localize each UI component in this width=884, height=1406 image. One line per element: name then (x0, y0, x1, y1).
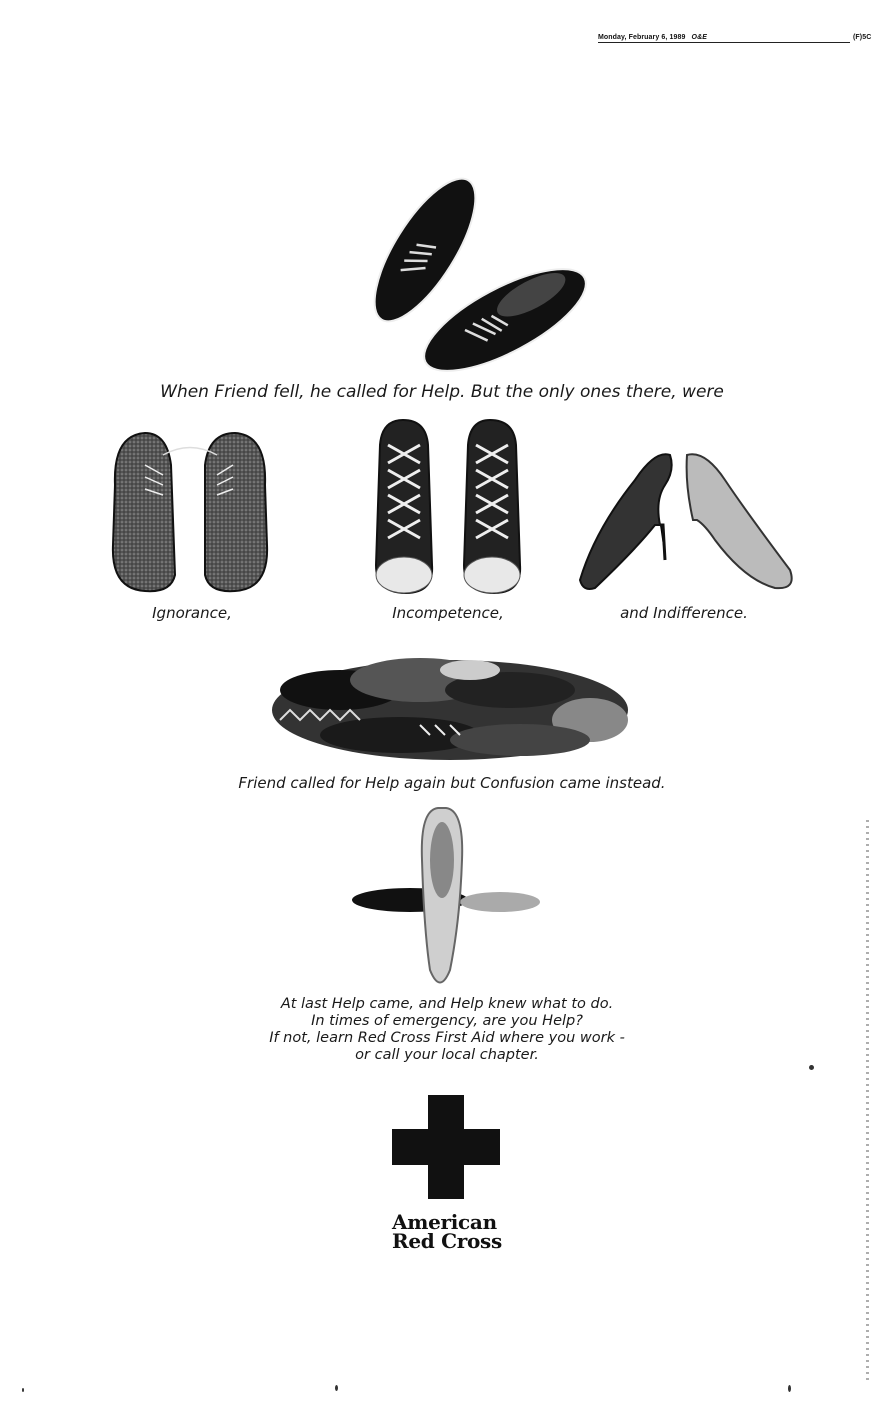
scan-speck (22, 1388, 24, 1392)
logo-line-2: Red Cross (392, 1229, 502, 1253)
sneakers-image (355, 170, 595, 375)
header-rule (598, 42, 850, 43)
scan-speck (335, 1385, 338, 1391)
scan-speck (809, 1065, 814, 1070)
header-page-number: (F)5C (853, 34, 872, 41)
header-date (598, 34, 707, 41)
closing-line-3: If not, learn Red Cross First Aid where you work - (269, 1030, 625, 1046)
oxford-shoes-image (105, 425, 275, 595)
closing-line-4: or call your local chapter. (355, 1047, 539, 1063)
caption-indifference: and Indifference. (620, 604, 748, 622)
closing-line-1: At last Help came, and Help knew what to do. (280, 996, 614, 1012)
caption-confusion: Friend called for Help again but Confusion came instead. (238, 774, 666, 792)
closing-message (0, 996, 884, 1064)
logo-line-1: American (392, 1210, 497, 1234)
caption-intro: When Friend fell, he called for Help. But the only ones there, were (160, 382, 724, 402)
high-heels-image (575, 440, 800, 595)
logo-wordmark (392, 1210, 502, 1253)
header-date-text: Monday, February 6, 1989 (598, 34, 686, 41)
caption-incompetence: Incompetence, (392, 604, 504, 622)
scan-speck (788, 1385, 791, 1392)
closing-line-2: In times of emergency, are you Help? (311, 1013, 583, 1029)
hightop-sneakers-image (368, 415, 538, 600)
help-shoe-image (350, 800, 545, 995)
caption-ignorance: Ignorance, (152, 604, 232, 622)
red-cross-icon (392, 1095, 500, 1199)
shoe-pile-image (270, 640, 630, 770)
header-section: O&E (691, 34, 708, 41)
scan-edge-noise (866, 820, 869, 1380)
